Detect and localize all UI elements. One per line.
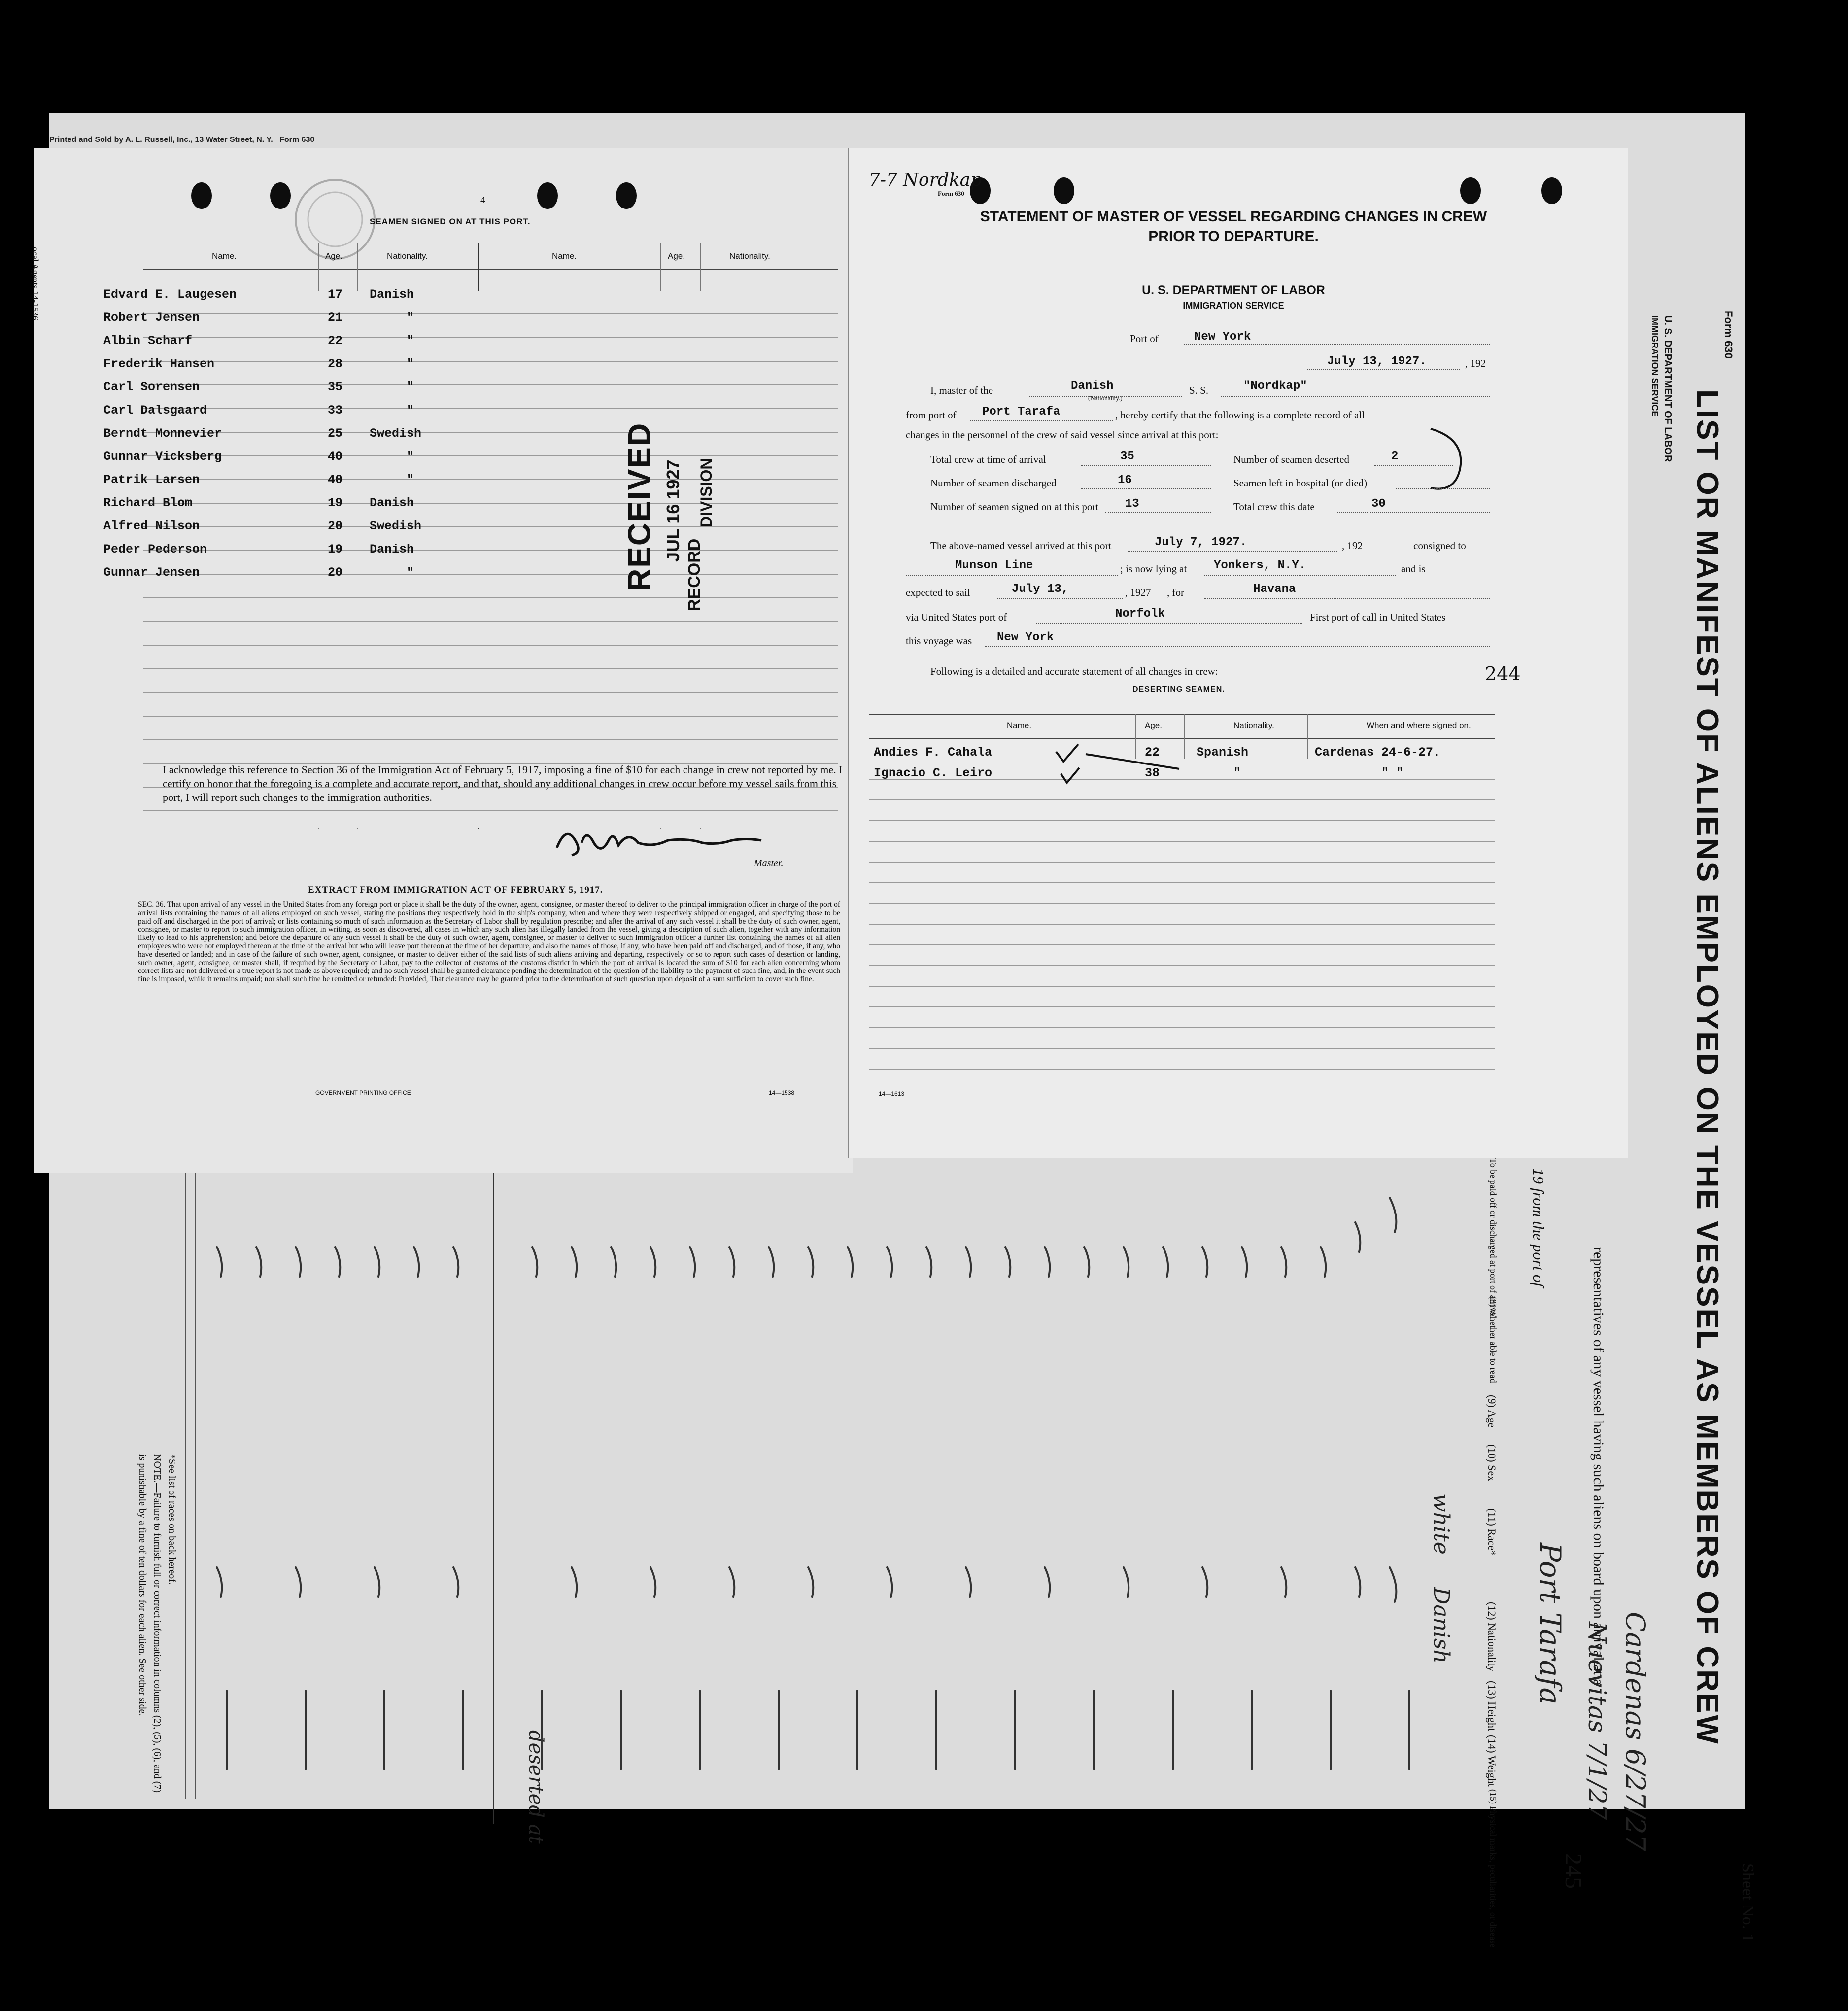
header-rule [143, 269, 838, 270]
deserter-nationality: " [1233, 766, 1241, 780]
first-port-label: First port of call in United States [1310, 611, 1446, 623]
printer-credit: Printed and Sold by A. L. Russell, Inc., 13 Water Street, N. Y. Form 630 [49, 136, 315, 144]
local-agents-label: Local Agents 14-1536 [31, 242, 40, 320]
header-name-2: Name. [552, 251, 577, 261]
dotted-line [997, 598, 1123, 599]
seaman-name: Gunnar Vicksberg [103, 450, 222, 464]
deserting-header-nationality: Nationality. [1233, 721, 1274, 730]
voyage-value: New York [997, 631, 1054, 644]
punch-hole [537, 182, 558, 209]
statement-title-line1: STATEMENT OF MASTER OF VESSEL REGARDING CHANGES IN CREW [980, 208, 1487, 225]
master-of-label: I, master of the [930, 384, 993, 396]
right-form-code: 14—1613 [879, 1090, 905, 1097]
deserting-header-name: Name. [1007, 721, 1032, 730]
from-port-label: from port of [906, 409, 957, 421]
discharged-value: 16 [1118, 474, 1132, 487]
seaman-age: 20 [328, 565, 343, 580]
dotted-line [1081, 488, 1211, 489]
dotted-line [1184, 344, 1490, 345]
nationality-caption: (Nationality.) [1088, 394, 1123, 402]
dotted-line [906, 575, 1118, 576]
deserter-age: 38 [1145, 766, 1160, 780]
hospital-label: Seamen left in hospital (or died) [1233, 477, 1368, 489]
master-label: Master. [754, 858, 784, 868]
manifest-footnote: *See list of races on back hereof. NOTE.—Failure to furnish full or correct information in columns (2), (5), (6), and (7) is punishable by a fine of ten dollars for each alien. See other side. [137, 1454, 177, 1793]
header-nationality: Nationality. [387, 251, 428, 261]
arrived-suffix: , 192 [1342, 540, 1363, 552]
seaman-age: 28 [328, 357, 343, 371]
punch-hole [191, 182, 212, 209]
handwritten-checkmarks [1051, 739, 1238, 789]
seaman-name: Peder Pederson [103, 542, 207, 556]
seaman-age: 17 [328, 287, 343, 302]
total-crew-value: 35 [1120, 450, 1134, 463]
seaman-age: 40 [328, 450, 343, 464]
handwritten-top-note: 7-7 Nordkap [869, 170, 982, 190]
seaman-name: Edvard E. Laugesen [103, 287, 237, 302]
dotted-line [1128, 551, 1337, 552]
seaman-name: Carl Sorensen [103, 380, 200, 394]
embossed-seal [291, 175, 379, 264]
signed-on-value: 13 [1125, 497, 1139, 511]
dotted-line [985, 646, 1490, 647]
seaman-age: 19 [328, 542, 343, 556]
sheet-number: Sheet No. 1 [1739, 1863, 1757, 1942]
seaman-nationality: Danish [370, 496, 414, 510]
manifest-title: LIST OR MANIFEST OF ALIENS EMPLOYED ON THE VESSEL AS MEMBERS OF CREW [1690, 389, 1724, 1745]
statement-of-master-sheet [848, 148, 1628, 1158]
seaman-nationality: " [407, 380, 414, 394]
seaman-nationality: " [407, 565, 414, 580]
crew-manifest-sheet: Form 630 U. S. DEPARTMENT OF LABOR IMMIGRATION SERVICE LIST OR MANIFEST OF ALIENS EMPLOYED ON THE VESSEL AS MEMBERS OF CREW representatives of any vessel having such aliens on board upon arrival at a 19 from the port of Port Tarafa Cardenas 6/27/27 Nuevitas 7/1/27 Sheet No. 1 245 To be paid off or discharged at port of arrival (8) Whether able to read (9) Age (10) Sex (11) Race* (12) Nationality (13) Height (14) Weight (15) Physical marks, peculiarities, or disease white Danish deserted at *See list of races on back hereof. NOTE.—Failure to furnish full or correct information in columns (2), (5), (6), and (7) is punishable by a fine of ten dollars for each alien. See other side. [49, 113, 1745, 1809]
header-name: Name. [212, 251, 237, 261]
ss-label: S. S. [1189, 384, 1209, 396]
consigned-label: consigned to [1413, 540, 1466, 552]
signed-on-label: Number of seamen signed on at this port [930, 501, 1099, 513]
voyage-label: this voyage was [906, 635, 972, 647]
dotted-line [1221, 396, 1490, 397]
seaman-nationality: Danish [370, 542, 414, 556]
seamen-table-title: SEAMEN SIGNED ON AT THIS PORT. [370, 217, 531, 226]
dept-of-labor: U. S. DEPARTMENT OF LABOR [1142, 283, 1325, 297]
deserting-title: DESERTING SEAMEN. [1132, 685, 1225, 693]
dotted-line [1307, 369, 1460, 370]
punch-hole [1054, 177, 1074, 204]
seamen-signed-on-sheet [31, 148, 853, 1173]
page-no: 4 [480, 195, 485, 206]
seaman-age: 33 [328, 403, 343, 417]
deserted-label: Number of seamen deserted [1233, 453, 1349, 465]
statement-title-line2: PRIOR TO DEPARTURE. [1148, 228, 1319, 244]
punch-hole [1460, 177, 1481, 204]
seaman-age: 40 [328, 473, 343, 487]
seaman-name: Robert Jensen [103, 311, 200, 325]
seaman-age: 35 [328, 380, 343, 394]
seaman-nationality: " [407, 403, 414, 417]
form-no: Form 630 [938, 190, 964, 197]
deserter-signed: " " [1381, 766, 1404, 780]
arrived-value: July 7, 1927. [1155, 536, 1247, 549]
row-rules [143, 291, 838, 828]
seaman-name: Gunnar Jensen [103, 565, 200, 580]
handwritten-circle-mark [1416, 424, 1470, 498]
seaman-nationality: " [407, 450, 414, 464]
deserter-name: Andies F. Cahala [874, 745, 992, 760]
seaman-age: 22 [328, 334, 343, 348]
dotted-line [1204, 575, 1396, 576]
following-text: Following is a detailed and accurate statement of all changes in crew: [930, 665, 1218, 677]
seaman-name: Alfred Nilson [103, 519, 200, 533]
seaman-name: Albin Scharf [103, 334, 193, 348]
deserter-age: 22 [1145, 745, 1160, 760]
punch-hole [270, 182, 291, 209]
lying-label: ; is now lying at [1120, 563, 1187, 575]
from-port-value: Port Tarafa [982, 405, 1061, 418]
via-label: via United States port of [906, 611, 1007, 623]
seaman-nationality: Swedish [370, 426, 422, 441]
dotted-line [1081, 465, 1211, 466]
ss-value: "Nordkap" [1243, 380, 1307, 393]
acknowledgement-text: I acknowledge this reference to Section 36 of the Immigration Act of February 5, 1917, imposing a fine of $10 for each change in crew not reported by me. I certify on honor that the foregoing is a complete and accurate report, and that, should any additional changes in crew occur before my vessel sails from this port, I will report such changes to the immigration authorities. [163, 763, 843, 803]
master-signature [547, 823, 779, 863]
manifest-subtitle: representatives of any vessel having such aliens on board upon arrival at a [1590, 1247, 1607, 1686]
form-code: 14—1538 [769, 1089, 795, 1096]
deserting-row-rules [869, 759, 1495, 1089]
deserting-header-signed: When and where signed on. [1367, 721, 1471, 730]
seaman-name: Carl Dalsgaard [103, 403, 207, 417]
punch-hole [616, 182, 637, 209]
port-of-value: New York [1194, 330, 1251, 344]
changes-text: changes in the personnel of the crew of said vessel since arrival at this port: [906, 429, 1219, 441]
sail-year: , 1927 [1125, 587, 1151, 598]
for-value: Havana [1253, 583, 1296, 596]
section-36-text: SEC. 36. That upon arrival of any vessel in the United States from any foreign port or place it shall be the duty of the owner, agent, consignee, or master thereof to deliver to the principal immigration officer in charge of the port of arrival lists containing the names of all aliens employed on such vessel, stating the positions they respectively hold in the ship's company, when and where they were respectively shipped or engaged, and specifying those to be paid off and discharged in the port of arrival; or lists containing so much of such information as the Secretary of Labor shall by regulation prescribe; and after the arrival of any such vessel it shall be the duty of such owner, agent, consignee, or master to report to such immigration officer, in writing, as soon as discovered, all cases in which any such alien has illegally landed from the vessel, giving a description of such alien, together with any information likely to lead to his apprehension; and before the departure of any such vessel it shall be the duty of such owner, agent, consignee, or master to deliver to such immigration officer a further list containing the names of all alien employees who were not employed thereon at the time of the arrival but who will leave port thereon at the time of her departure, and also the names of those, if any, who have been paid off and discharged, and of those, if any, who have deserted or landed; and in case of the failure of such owner, agent, consignee, or master to deliver either of the said lists of such aliens arriving and departing, respectively, or so to report such cases of desertion or landing, such owner, agent, consignee, or master shall, if required by the Secretary of Labor, pay to the collector of customs of the customs district in which the port of arrival is located the sum of $10 for each alien concerning whom correct lists are not delivered or a true report is not made as above required; and no such vessel shall be granted clearance pending the determination of the question of the liability to the payment of such fine, and, in the event such fine is imposed, while it remains unpaid; nor shall such fine be remitted or refunded: Provided, That clearance may be granted prior to the determination of such question upon deposit of a sum sufficient to cover such fine. [138, 901, 840, 984]
total-date-value: 30 [1371, 497, 1386, 511]
total-date-label: Total crew this date [1233, 501, 1315, 513]
extract-title: EXTRACT FROM IMMIGRATION ACT OF FEBRUARY 5, 1917. [308, 885, 603, 895]
certify-text: , hereby certify that the following is a complete record of all [1115, 409, 1365, 421]
seaman-age: 21 [328, 311, 343, 325]
received-stamp: RECEIVED JUL 16 1927 RECORD DIVISION [621, 422, 715, 611]
seaman-name: Patrik Larsen [103, 473, 200, 487]
seaman-name: Richard Blom [103, 496, 193, 510]
arrived-label: The above-named vessel arrived at this port [930, 540, 1112, 552]
via-value: Norfolk [1115, 607, 1165, 621]
seaman-nationality: Swedish [370, 519, 422, 533]
seaman-nationality: " [407, 311, 414, 325]
dotted-line [1396, 488, 1490, 489]
master-of-value: Danish [1071, 380, 1114, 393]
deserter-name: Ignacio C. Leiro [874, 766, 992, 780]
and-is-label: and is [1401, 563, 1426, 575]
seaman-nationality: " [407, 473, 414, 487]
seaman-nationality: " [407, 357, 414, 371]
date-value: July 13, 1927. [1327, 355, 1427, 368]
header-age-2: Age. [668, 251, 685, 261]
dotted-line [1335, 512, 1490, 513]
seaman-name: Frederik Hansen [103, 357, 215, 371]
header-nationality-2: Nationality. [729, 251, 770, 261]
seaman-age: 25 [328, 426, 343, 441]
dotted-line [1105, 512, 1211, 513]
seaman-name: Berndt Monnevier [103, 426, 222, 441]
seaman-nationality: " [407, 334, 414, 348]
port-of-label: Port of [1130, 333, 1159, 345]
dotted-line [1029, 396, 1182, 397]
dotted-line [970, 420, 1113, 421]
seaman-age: 19 [328, 496, 343, 510]
consignee-value: Munson Line [955, 559, 1033, 572]
discharged-label: Number of seamen discharged [930, 477, 1057, 489]
dotted-line [1204, 598, 1490, 599]
date-suffix: , 192 [1465, 357, 1486, 369]
page-number: 245 [1560, 1853, 1586, 1889]
deserter-signed: Cardenas 24-6-27. [1315, 745, 1441, 760]
deserter-nationality: Spanish [1197, 745, 1249, 760]
sail-label: expected to sail [906, 587, 970, 598]
seaman-age: 20 [328, 519, 343, 533]
deserting-top-rule [869, 714, 1495, 715]
seaman-nationality: Danish [370, 287, 414, 302]
lying-value: Yonkers, N.Y. [1214, 559, 1306, 572]
dotted-line [1036, 623, 1302, 624]
header-age: Age. [325, 251, 342, 261]
for-label: , for [1167, 587, 1184, 598]
handwritten-number: 244 [1485, 663, 1521, 685]
total-crew-label: Total crew at time of arrival [930, 453, 1046, 465]
immigration-service: IMMIGRATION SERVICE [1183, 301, 1284, 311]
gpo-label: GOVERNMENT PRINTING OFFICE [315, 1089, 411, 1096]
punch-hole [1541, 177, 1562, 204]
sail-value: July 13, [1012, 583, 1069, 596]
deserting-header-age: Age. [1145, 721, 1162, 730]
deserted-value: 2 [1391, 450, 1399, 463]
